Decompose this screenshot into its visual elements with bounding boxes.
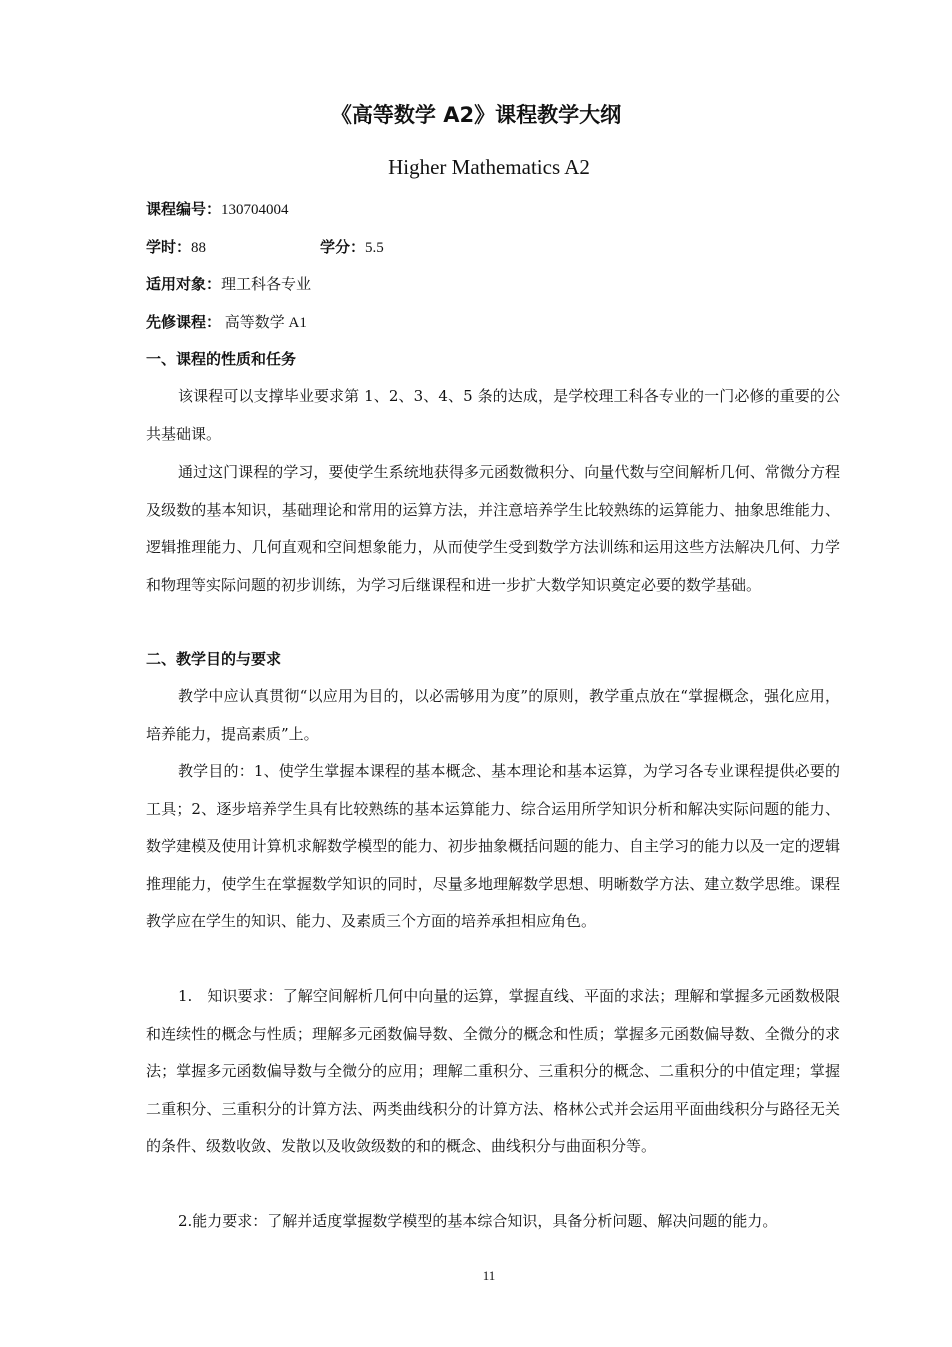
prerequisite-value: 高等数学 A1 bbox=[221, 315, 307, 331]
section-heading-nature: 一、课程的性质和任务 bbox=[146, 350, 297, 368]
credits-value: 5.5 bbox=[365, 240, 384, 256]
prerequisite-label: 先修课程： bbox=[146, 313, 222, 331]
paragraph-knowledge-requirements: 1. 知识要求：了解空间解析几何中向量的运算，掌握直线、平面的求法；理解和掌握多元函数极限和连续性的概念与性质；理解多元函数偏导数、全微分的概念和性质；掌握多元函数偏导数、全微分的求法；掌握多元函数偏导数与全微分的应用；理解二重积分、三重积分的概念、二重积分的中值定理；掌握二重积分、三重积分的计算方法、两类曲线积分的计算方法、格林公式并会运用平面曲线积分与路径无关的条件、级数收敛、发散以及收敛级数的和的概念、曲线积分与曲面积分等。 bbox=[146, 987, 840, 1155]
hours-row bbox=[146, 236, 206, 259]
paragraph-ability-requirements: 2.能力要求：了解并适度掌握数学模型的基本综合知识，具备分析问题、解决问题的能力。 bbox=[178, 1212, 778, 1230]
page-subtitle: Higher Mathematics A2 bbox=[388, 155, 590, 179]
credits-label: 学分： bbox=[320, 238, 366, 256]
course-code-value: 130704004 bbox=[221, 202, 289, 218]
paragraph-nature-2: 通过这门课程的学习，要使学生系统地获得多元函数微积分、向量代数与空间解析几何、常微分方程及级数的基本知识，基础理论和常用的运算方法，并注意培养学生比较熟练的运算能力、抽象思维能力、逻辑推理能力、几何直观和空间想象能力，从而使学生受到数学方法训练和运用这些方法解决几何、力学和物理等实际问题的初步训练，为学习后继课程和进一步扩大数学知识奠定必要的数学基础。 bbox=[146, 463, 840, 594]
hours-value: 88 bbox=[191, 240, 207, 256]
course-code-label: 课程编号： bbox=[146, 200, 222, 218]
audience-row bbox=[146, 273, 311, 296]
section-heading-objectives: 二、教学目的与要求 bbox=[146, 650, 282, 668]
course-code-row bbox=[146, 198, 289, 221]
hours-label: 学时： bbox=[146, 238, 192, 256]
paragraph-objectives-1: 教学中应认真贯彻“以应用为目的，以必需够用为度”的原则，教学重点放在“掌握概念，强化应用，培养能力，提高素质”上。 bbox=[146, 687, 840, 743]
page-title: 《高等数学 A2》课程教学大纲 bbox=[330, 103, 622, 127]
prerequisite-row bbox=[146, 311, 307, 334]
credits-row bbox=[320, 236, 384, 259]
audience-label: 适用对象： bbox=[146, 275, 222, 293]
audience-value: 理工科各专业 bbox=[221, 277, 312, 293]
page-number: 11 bbox=[482, 1268, 496, 1283]
paragraph-objectives-2: 教学目的：1、使学生掌握本课程的基本概念、基本理论和基本运算，为学习各专业课程提供必要的工具；2、逐步培养学生具有比较熟练的基本运算能力、综合运用所学知识分析和解决实际问题的能力、数学建模及使用计算机求解数学模型的能力、初步抽象概括问题的能力、自主学习的能力以及一定的逻辑推理能力，使学生在掌握数学知识的同时，尽量多地理解数学思想、明晰数学方法、建立数学思维。课程教学应在学生的知识、能力、及素质三个方面的培养承担相应角色。 bbox=[146, 762, 840, 930]
paragraph-nature-1: 该课程可以支撑毕业要求第 1、2、3、4、5 条的达成，是学校理工科各专业的一门必修的重要的公共基础课。 bbox=[146, 387, 840, 443]
